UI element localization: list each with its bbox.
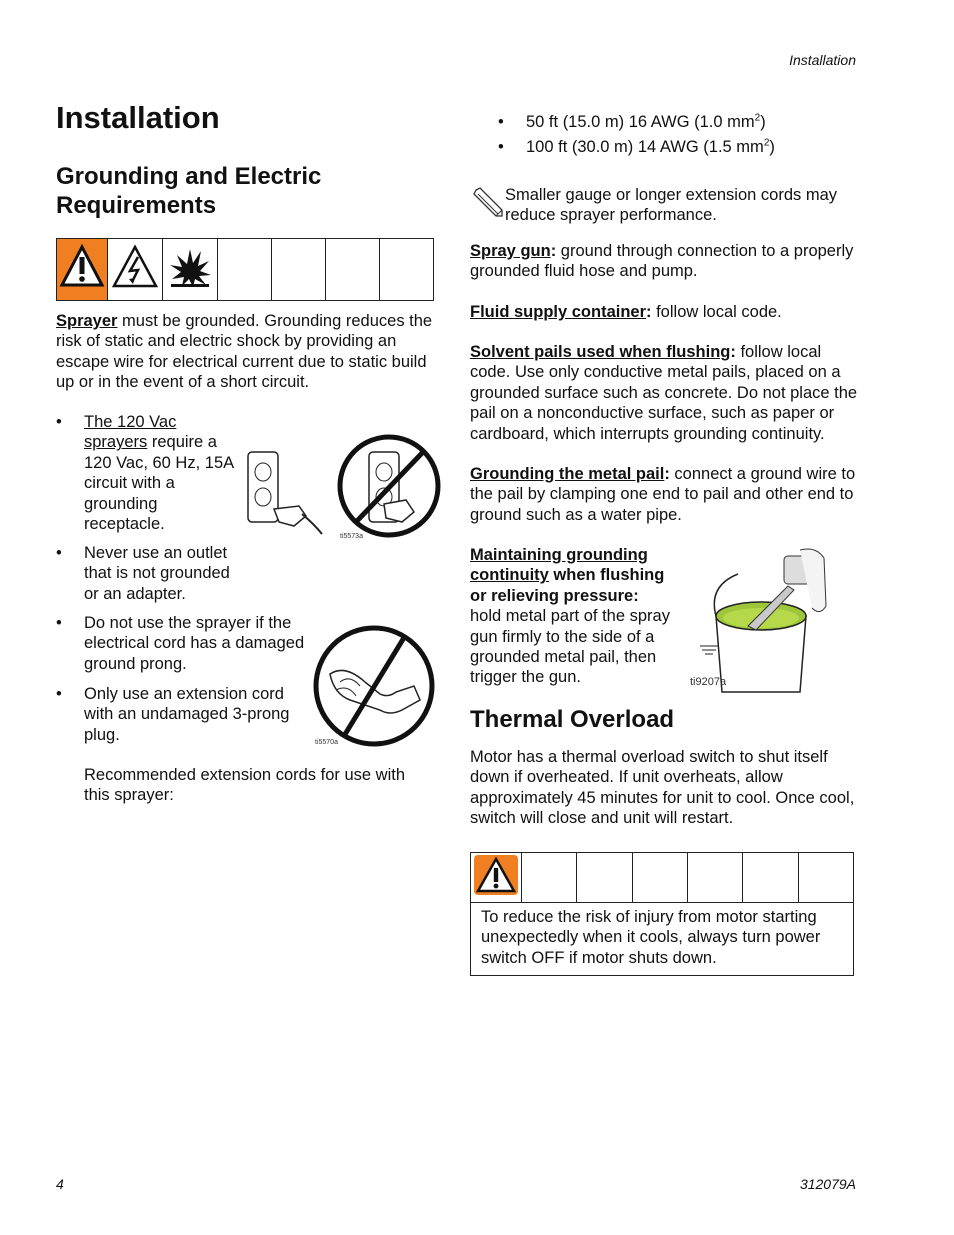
sprayer-term: Sprayer: [56, 312, 118, 330]
bullet-120vac-text: require a 120 Vac, 60 Hz, 15A circuit with a grounding receptacle.: [84, 433, 234, 534]
bullet-120vac-term: The 120 Vac sprayers: [84, 413, 177, 452]
bullet-outlet: • Never use an outlet that is not grounded or an adapter.: [56, 544, 230, 603]
note-text: Smaller gauge or longer extension cords may reduce sprayer performance.: [505, 186, 838, 225]
spray-gun-colon: :: [550, 242, 557, 260]
bullet-outlet-text: Never use an outlet that is not grounded or an adapter.: [84, 544, 230, 603]
grounding-heading: Grounding and Electric Requirements: [56, 163, 322, 219]
spray-gun-text: ground through connection to a properly grounded fluid hose and pump.: [470, 242, 854, 281]
outlet-figure: [244, 434, 444, 544]
maintain-text: hold metal part of the spray gun firmly to the side of a grounded metal pail, then trigger the gun.: [470, 607, 670, 687]
running-header: Installation: [789, 52, 856, 68]
pail-figure: [688, 546, 832, 694]
solvent-paragraph: [470, 342, 860, 444]
maintain-paragraph: [470, 545, 670, 688]
metal-pail-colon: :: [664, 465, 670, 483]
cord-1-sup: 2: [754, 112, 761, 124]
cord-1-text: 50 ft (15.0 m) 16 AWG (1.0 mm: [526, 113, 755, 131]
cord-item-2: • 100 ft (30.0 m) 14 AWG (1.5 $mm^2$): [498, 137, 775, 156]
warning-icon: [472, 853, 520, 897]
fluid-term: Fluid supply container: [470, 303, 647, 321]
maintain-bold: when flushing or relieving pressure:: [470, 566, 665, 605]
maintain-term: Maintaining grounding continuity: [470, 546, 648, 585]
cord-2-sup: 2: [763, 137, 770, 149]
page-number: 4: [56, 1176, 64, 1192]
solvent-colon: :: [730, 343, 736, 361]
sprayer-text: must be grounded. Grounding reduces the risk of static and electric shock by providing an escape wire for electrical current due to static build up or in the event of a short circuit.: [56, 312, 433, 392]
solvent-term: Solvent pails used when flushing: [470, 343, 731, 361]
warning-cell: [57, 239, 108, 301]
cord-2-end: ): [769, 138, 775, 156]
thermal-warning-text: To reduce the risk of injury from motor starting unexpectedly when it cools, always turn power switch OFF if motor shuts down.: [481, 908, 821, 967]
recommended-text: Recommended extension cords for use with this sprayer:: [84, 766, 405, 805]
thermal-paragraph: Motor has a thermal overload switch to shut itself down if overheated. If unit overheats, allow approximately 45 minutes for unit to cool. Once cool, switch will close and unit will restart.: [470, 748, 855, 828]
explosion-cell: [163, 239, 218, 301]
grounding-warning-table: [56, 238, 434, 301]
thermal-warning-box: [470, 852, 854, 976]
fig3-caption: ti9207a: [690, 676, 727, 688]
thermal-warning-icons: [470, 852, 854, 903]
solvent-text: follow local code. Use only conductive metal pails, placed on a grounded surface such as concrete. Do not place the pail on a nonconductive surface, such as paper or cardboard, which interrupts grounding continuity.: [470, 343, 858, 443]
metal-pail-term: Grounding the metal pail: [470, 465, 665, 483]
thermal-warning-cell: [471, 853, 522, 903]
shock-cell: [108, 239, 163, 301]
cord-item-1: • 50 ft (15.0 m) 16 AWG (1.0 $mm^2$): [498, 112, 766, 131]
bullet-damaged-prong: • Do not use the sprayer if the electrical cord has a damaged ground prong.: [56, 614, 305, 673]
explosion-icon: [163, 239, 217, 295]
fluid-supply-paragraph: [470, 302, 856, 322]
document-number: 312079A: [799, 1176, 856, 1192]
bullet-extension-cord: • Only use an extension cord with an undamaged 3-prong plug.: [56, 685, 290, 744]
spray-gun-paragraph: [470, 241, 856, 282]
fluid-colon: :: [646, 303, 652, 321]
pencil-note-icon: [472, 186, 504, 218]
page-title: Installation: [56, 100, 220, 135]
bullet-damaged-prong-text: Do not use the sprayer if the electrical cord has a damaged ground prong.: [84, 614, 305, 673]
bullet-120vac: • The 120 Vac sprayers require a 120 Vac, 60 Hz, 15A circuit with a grounding receptacle.: [56, 413, 234, 534]
damaged-plug-figure: [310, 624, 438, 750]
cord-1-end: ): [760, 113, 766, 131]
warning-icon: [57, 239, 107, 295]
metal-pail-paragraph: [470, 464, 856, 525]
spray-gun-term: Spray gun: [470, 242, 551, 260]
fig2-caption: ti5570a: [315, 739, 338, 746]
fig1-caption: ti5573a: [340, 533, 363, 540]
metal-pail-text: connect a ground wire to the pail by clamping one end to pail and other end to ground such as a water pipe.: [470, 465, 856, 524]
bullet-extension-cord-text: Only use an extension cord with an undamaged 3-prong plug.: [84, 685, 290, 744]
electric-shock-icon: [108, 239, 162, 295]
fluid-text: follow local code.: [651, 303, 782, 321]
sprayer-paragraph: [56, 311, 440, 393]
cord-2-text: 100 ft (30.0 m) 14 AWG (1.5 mm: [526, 138, 764, 156]
thermal-heading: Thermal Overload: [470, 706, 675, 733]
